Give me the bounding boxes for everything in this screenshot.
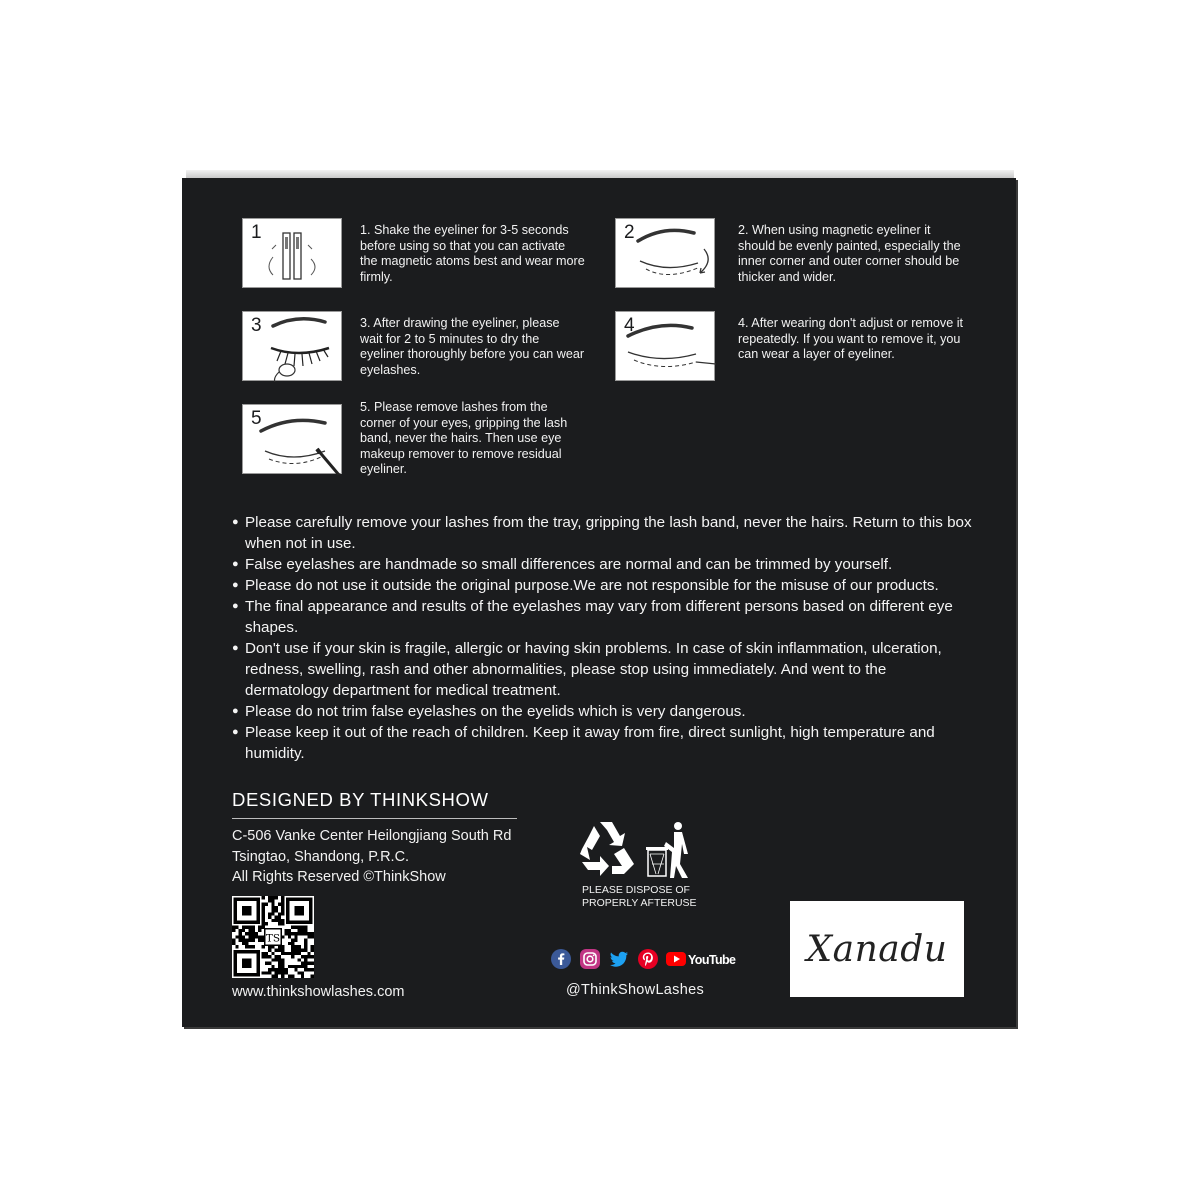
instagram-icon[interactable] [579,948,601,970]
step-3-illustration [242,311,342,381]
step-1-illustration [242,218,342,288]
list-item: ● Please do not trim false eyelashes on the eyelids which is very dangerous. [232,701,972,722]
list-item: ● The final appearance and results of the eyelashes may vary from different persons based on different eye shapes. [232,596,972,638]
step-5-illustration [242,404,342,474]
brand-label [790,901,964,997]
facebook-icon[interactable] [550,948,572,970]
box-top-edge [186,170,1014,178]
recycle-disposal-icons [578,818,698,880]
qr-code[interactable] [232,896,314,978]
step-2-illustration [615,218,715,288]
list-item: ● Please carefully remove your lashes from the tray, gripping the lash band, never the hairs. Return to this box when not in use. [232,512,972,554]
list-item: ● False eyelashes are handmade so small differences are normal and can be trimmed by yourself. [232,554,972,575]
disposal-line: PROPERLY AFTERUSE [582,897,697,909]
address-line: Tsingtao, Shandong, P.R.C. [232,848,410,865]
twitter-icon[interactable] [608,948,630,970]
recycle-icon [580,822,634,876]
step-4-text: 4. After wearing don't adjust or remove it repeatedly. If you want to remove it, you can wear a layer of eyeliner. [738,316,964,362]
step-2-text: 2. When using magnetic eyeliner it should be evenly painted, especially the inner corner and outer corner should be thicker and wider. [738,223,961,284]
youtube-icon[interactable] [666,948,736,970]
trash-bin-icon [646,822,688,878]
step-number: 1 [251,222,262,243]
step-4-illustration [615,311,715,381]
list-item: ● Please do not use it outside the original purpose.We are not responsible for the misuse of our products. [232,575,972,596]
step-number: 3 [251,315,262,336]
step-number: 5 [251,408,262,429]
care-instructions-list [232,512,972,764]
qr-logo: TS [265,932,281,945]
address-line: C-506 Vanke Center Heilongjiang South Rd [232,828,512,844]
disposal-line: PLEASE DISPOSE OF [582,884,690,896]
product-box-back [182,178,1016,1027]
disposal-notice [582,884,697,910]
pinterest-icon[interactable] [637,948,659,970]
step-number: 4 [624,315,635,336]
step-number: 2 [624,222,635,243]
youtube-label: YouTube [688,953,736,967]
company-address [232,826,511,888]
copyright-line: All Rights Reserved ©ThinkShow [232,869,446,885]
step-1-text: 1. Shake the eyeliner for 3-5 seconds before using so that you can activate the magnetic atoms best and wear more firmly. [360,223,585,284]
step-3-text: 3. After drawing the eyeliner, please wait for 2 to 5 minutes to dry the eyeliner thoroughly before you can wear eyelashes. [360,316,585,377]
list-item: ● Please keep it out of the reach of children. Keep it away from fire, direct sunlight, high temperature and humidity. [232,722,972,764]
social-handle[interactable]: @ThinkShowLashes [566,982,705,998]
designed-by-heading: DESIGNED BY THINKSHOW [232,789,489,810]
divider [232,818,517,819]
website-link[interactable]: www.thinkshowlashes.com [232,984,405,1000]
brand-name: Xanadu [806,928,948,970]
list-item: ● Don't use if your skin is fragile, allergic or having skin problems. In case of skin inflammation, ulceration, redness, swelling, rash and other abnormalities, please stop using immediately. And went to the dermatology department for medical treatment. [232,638,972,701]
step-5-text: 5. Please remove lashes from the corner of your eyes, gripping the lash band, never the hairs. Then use eye makeup remover to remove residual eyeliner. [360,400,568,477]
